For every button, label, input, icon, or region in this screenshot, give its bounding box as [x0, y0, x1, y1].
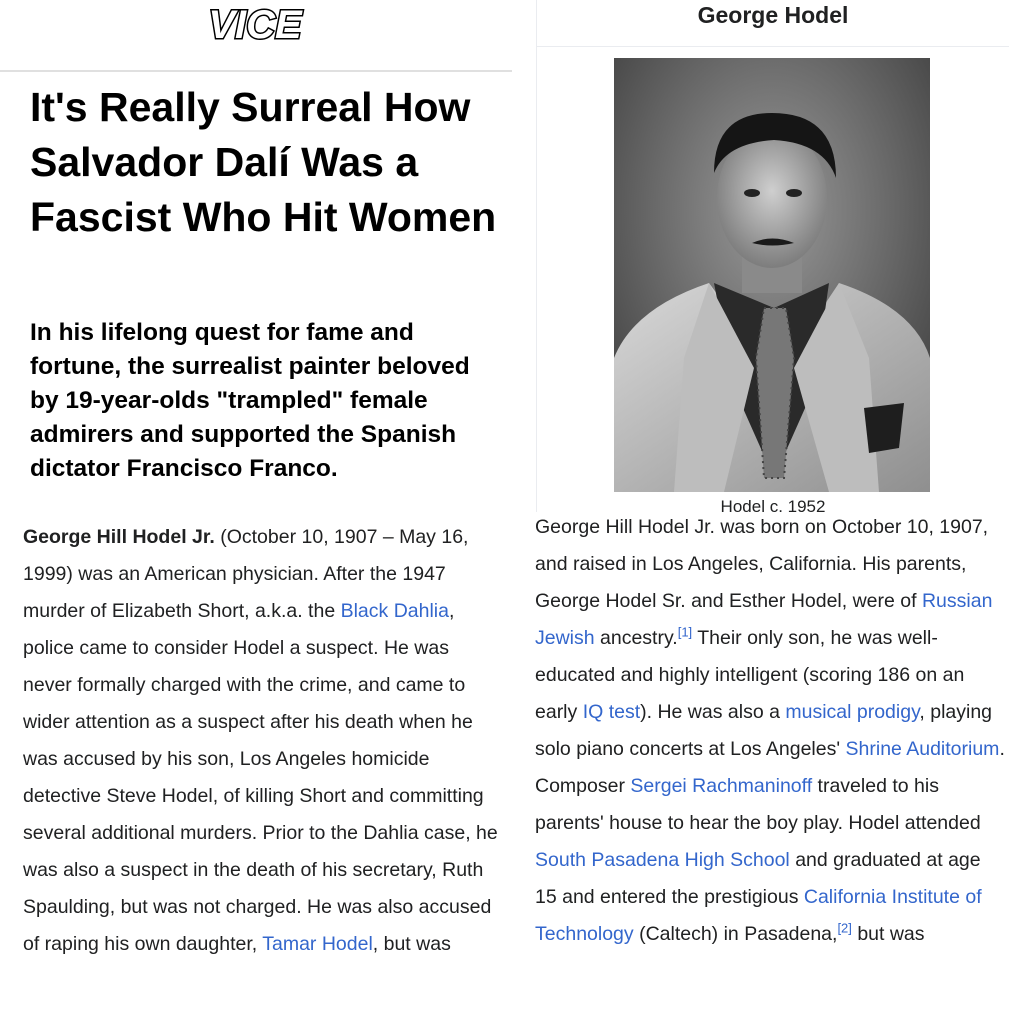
text-run: and graduated at age 15 and entered the prestigious: [535, 849, 981, 908]
photo-caption: Hodel c. 1952: [720, 497, 826, 512]
text-run: , playing solo piano concerts at Los Angeles': [535, 701, 993, 760]
reference-1[interactable]: [1]: [677, 624, 693, 640]
text-run: ). He was also a: [640, 701, 786, 723]
subject-name: George Hill Hodel Jr.: [23, 526, 215, 548]
vice-logo-bar: [0, 0, 512, 72]
link-russian-jewish[interactable]: Russian Jewish: [535, 590, 993, 649]
portrait-illustration: [614, 58, 930, 492]
portrait-photo[interactable]: [614, 58, 930, 492]
article-headline[interactable]: It's Really Surreal How Salvador Dalí Was a Fascist Who Hit Women: [30, 84, 497, 240]
text-run: , police came to consider Hodel a suspect. He was never formally charged with the crime, and came to wider attention as a suspect after his death when he was accused by his son, Los Angeles homicide detective Steve Hodel, of killing Short and committing several additional murders. Prior to the Dahlia case, he was also a suspect in the death of his secretary, Ruth Spaulding, but was not charged. He was also accused of raping his own daughter,: [23, 600, 498, 955]
vice-logo[interactable]: [190, 0, 320, 48]
wiki-infobox: [536, 0, 1009, 512]
link-musical-prodigy[interactable]: musical prodigy: [785, 701, 920, 723]
vice-logo-text: VICE: [208, 3, 302, 47]
link-black-dahlia[interactable]: Black Dahlia: [340, 600, 449, 622]
article-dek: In his lifelong quest for fame and fortune, the surrealist painter beloved by 19-year-olds "trampled" female admirers and supported the Spanish dictator Francisco Franco.: [30, 319, 470, 482]
text-run: (October 10, 1907 – May 16, 1999) was an American physician. After the 1947 murder of Elizabeth Short, a.k.a. the: [23, 526, 469, 622]
infobox-title: George Hodel: [537, 0, 1009, 47]
link-caltech[interactable]: California Institute of Technology: [535, 886, 982, 945]
wiki-lead-paragraph: [23, 519, 503, 963]
link-south-pasadena-high-school[interactable]: South Pasadena High School: [535, 849, 790, 871]
link-shrine-auditorium[interactable]: Shrine Auditorium: [845, 738, 1000, 760]
reference-2[interactable]: [2]: [837, 920, 852, 936]
text-run: ancestry.: [594, 627, 678, 649]
link-tamar-hodel[interactable]: Tamar Hodel: [262, 933, 373, 955]
text-run: but was: [851, 923, 925, 945]
text-run: (Caltech) in Pasadena,: [633, 923, 838, 945]
text-run: . Composer: [535, 738, 1005, 797]
wiki-early-life-paragraph: [535, 509, 1005, 953]
link-sergei-rachmaninoff[interactable]: Sergei Rachmaninoff: [630, 775, 813, 797]
text-run: Their only son, he was well-educated and highly intelligent (scoring 186 on an early: [535, 627, 965, 723]
vice-article: [0, 72, 512, 512]
text-run: George Hill Hodel Jr. was born on October 10, 1907, and raised in Los Angeles, California. His parents, George Hodel Sr. and Esther Hodel, were of: [535, 516, 989, 612]
link-iq-test[interactable]: IQ test: [582, 701, 641, 723]
text-run: , but was: [372, 933, 451, 955]
text-run: traveled to his parents' house to hear the boy play. Hodel attended: [535, 775, 981, 834]
